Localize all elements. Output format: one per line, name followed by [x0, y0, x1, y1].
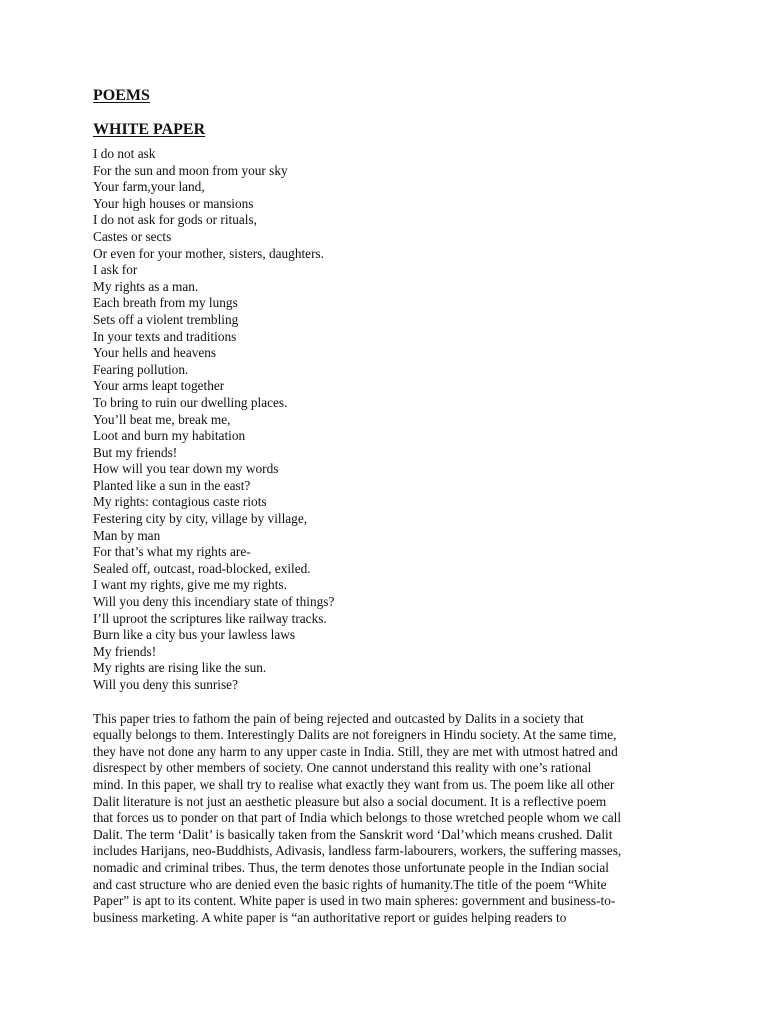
poem-line: Sets off a violent trembling [93, 311, 239, 327]
essay-line: mind. In this paper, we shall try to realise what exactly they want from us. The poem like all other [93, 776, 615, 792]
poem-line: Your hells and heavens [93, 345, 217, 361]
essay-line: they have not done any harm to any upper caste in India. Still, they are met with utmost hatred and [93, 743, 618, 759]
poem-line: Your high houses or mansions [93, 195, 254, 211]
essay-line: includes Harijans, neo-Buddhists, Adivasis, landless farm-labourers, workers, the suffering masses, [93, 843, 622, 859]
poem-line: Each breath from my lungs [93, 295, 238, 311]
poem-line: Your arms leapt together [93, 378, 225, 394]
poem-line: My rights are rising like the sun. [93, 660, 267, 676]
poem-line: I do not ask [93, 146, 156, 161]
essay-line: disrespect by other members of society. One cannot understand this reality with one’s rational [93, 760, 592, 776]
poem-line: For that’s what my rights are- [93, 544, 251, 560]
poem-line: Will you deny this sunrise? [93, 677, 238, 692]
poem-line: I’ll uproot the scriptures like railway tracks. [93, 610, 327, 626]
poem-line: Loot and burn my habitation [93, 428, 246, 444]
poem-line: Sealed off, outcast, road-blocked, exiled. [93, 560, 311, 576]
poem-line: Will you deny this incendiary state of things? [93, 594, 335, 610]
essay-line: and cast structure who are denied even the basic rights of humanity.The title of the poem “White [93, 876, 607, 892]
poem-line: For the sun and moon from your sky [93, 162, 288, 178]
essay-paragraph [93, 711, 673, 927]
poem-line: Your farm,your land, [93, 179, 205, 195]
essay-line: equally belongs to them. Interestingly Dalits are not foreigners in Hindu society. At the same time, [93, 727, 617, 743]
poem-line: Burn like a city bus your lawless laws [93, 627, 296, 643]
essay-line: business marketing. A white paper is “an authoritative report or guides helping readers to [93, 909, 567, 925]
poem-line: In your texts and traditions [93, 328, 237, 344]
essay-line: nomadic and criminal tribes. Thus, the term denotes those unfortunate people in the Indian social [93, 859, 609, 875]
poem-line: Or even for your mother, sisters, daughters. [93, 245, 324, 261]
poem-line: I do not ask for gods or rituals, [93, 212, 257, 228]
essay-line: This paper tries to fathom the pain of being rejected and outcasted by Dalits in a society that [93, 710, 584, 726]
essay-line: Paper” is apt to its content. White paper is used in two main spheres: government and business-to- [93, 893, 616, 909]
poem-line: Planted like a sun in the east? [93, 477, 251, 493]
poem-body [93, 146, 673, 694]
poem-line: Man by man [93, 527, 161, 543]
poem-line: Fearing pollution. [93, 361, 189, 377]
essay-line: Dalit literature is not just an aesthetic pleasure but also a social document. It is a reflective poem [93, 793, 607, 809]
poem-line: I want my rights, give me my rights. [93, 577, 287, 593]
poem-line: My friends! [93, 643, 157, 659]
essay-line: Dalit. The term ‘Dalit’ is basically taken from the Sanskrit word ‘Dal’which means crushed. Dalit [93, 826, 613, 842]
poem-line: I ask for [93, 262, 138, 278]
poem-title: WHITE PAPER [93, 121, 206, 138]
essay-line: that forces us to ponder on that part of India which belongs to those wretched people whom we call [93, 810, 622, 826]
poem-line: My rights as a man. [93, 278, 199, 294]
poem-line: Festering city by city, village by village, [93, 511, 308, 527]
poem-line: How will you tear down my words [93, 461, 279, 477]
section-heading: POEMS [93, 87, 150, 104]
poem-line: My rights: contagious caste riots [93, 494, 267, 510]
document-page [93, 86, 673, 926]
poem-line: To bring to ruin our dwelling places. [93, 394, 288, 410]
poem-line: You’ll beat me, break me, [93, 411, 231, 427]
poem-line: But my friends! [93, 444, 178, 460]
poem-line: Castes or sects [93, 228, 172, 244]
